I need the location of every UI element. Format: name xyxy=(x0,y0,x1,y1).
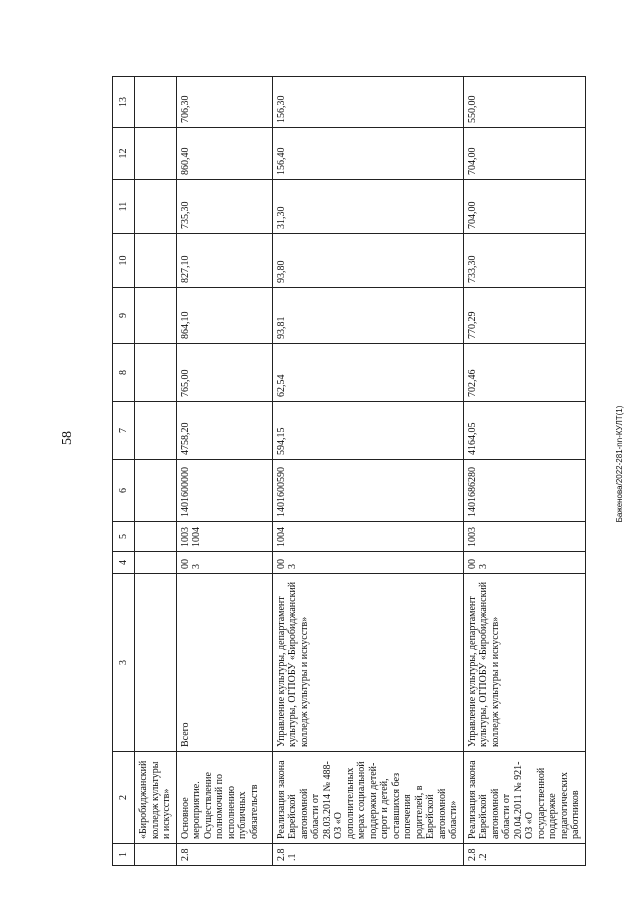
table-cell: 704,00 xyxy=(463,128,585,180)
table-cell: 2.8.2 xyxy=(463,844,585,866)
table-cell xyxy=(135,180,177,234)
table-cell: 704,00 xyxy=(463,180,585,234)
table-cell: Реализация закона Еврейской автономной области от 28.03.2014 № 488-ОЗ «О дополнительных мерах социальной поддержки детей-сирот и детей, оставшихся без попечения родителей, в Еврейской автономной области» xyxy=(272,752,463,844)
table-cell: 1003 1004 xyxy=(176,522,272,552)
table-cell: 860,40 xyxy=(176,128,272,180)
table-cell: 1401600000 xyxy=(176,460,272,522)
table-row xyxy=(176,77,272,866)
column-header: 11 xyxy=(113,180,135,234)
column-header: 3 xyxy=(113,574,135,752)
column-header: 10 xyxy=(113,234,135,288)
table-cell xyxy=(135,288,177,344)
table-row xyxy=(135,77,177,866)
table-row xyxy=(272,77,463,866)
table-cell xyxy=(135,844,177,866)
column-header: 1 xyxy=(113,844,135,866)
document-code: Баженова/2022-281-nn-КУЛТ(1) xyxy=(615,405,624,523)
table-cell: 864,10 xyxy=(176,288,272,344)
column-header: 13 xyxy=(113,77,135,128)
column-header: 6 xyxy=(113,460,135,522)
table-header-row xyxy=(113,77,135,866)
column-header: 4 xyxy=(113,552,135,574)
table-cell: Реализация закона Еврейской автономной области от 20.04.2011 № 921-ОЗ «О государственной поддержке педагогических работников xyxy=(463,752,585,844)
table-cell: 550,00 xyxy=(463,77,585,128)
table-cell: 594,15 xyxy=(272,402,463,460)
table-cell: Управление культуры, департамент культуры, ОГПОБУ «Биробиджанский колледж культуры и искусств» xyxy=(272,574,463,752)
column-header: 2 xyxy=(113,752,135,844)
table-cell xyxy=(135,522,177,552)
budget-table-wrapper xyxy=(112,77,581,866)
table-cell: 827,10 xyxy=(176,234,272,288)
table-cell: 003 xyxy=(463,552,585,574)
table-cell: 4164,05 xyxy=(463,402,585,460)
table-cell: 735,30 xyxy=(176,180,272,234)
table-cell xyxy=(135,460,177,522)
table-cell xyxy=(135,402,177,460)
table-cell: 156,40 xyxy=(272,128,463,180)
table-cell xyxy=(135,128,177,180)
table-cell: 765,00 xyxy=(176,344,272,402)
table-cell xyxy=(135,344,177,402)
table-cell: 770,29 xyxy=(463,288,585,344)
table-cell xyxy=(135,77,177,128)
table-cell: 733,30 xyxy=(463,234,585,288)
table-cell: 003 xyxy=(272,552,463,574)
table-cell: 1401686280 xyxy=(463,460,585,522)
table-cell: 702,46 xyxy=(463,344,585,402)
table-cell: 2.8 xyxy=(176,844,272,866)
table-cell: Основное мероприятие. Осуществление полномочий по исполнению публичных обязательств xyxy=(176,752,272,844)
table-cell xyxy=(135,574,177,752)
table-cell: Всего xyxy=(176,574,272,752)
table-cell: 1003 xyxy=(463,522,585,552)
table-cell: 4758,20 xyxy=(176,402,272,460)
table-cell: «Биробиджанский колледж культуры и искусств» xyxy=(135,752,177,844)
table-cell xyxy=(135,234,177,288)
column-header: 5 xyxy=(113,522,135,552)
column-header: 8 xyxy=(113,344,135,402)
table-cell: 706,30 xyxy=(176,77,272,128)
table-cell: 93,80 xyxy=(272,234,463,288)
table-cell: 31,30 xyxy=(272,180,463,234)
table-cell: 156,30 xyxy=(272,77,463,128)
column-header: 12 xyxy=(113,128,135,180)
table-cell: 2.8.1 xyxy=(272,844,463,866)
column-header: 9 xyxy=(113,288,135,344)
table-cell: 003 xyxy=(176,552,272,574)
table-row xyxy=(463,77,585,866)
page-number: 58 xyxy=(60,431,75,445)
table-cell: 93,81 xyxy=(272,288,463,344)
budget-table xyxy=(112,76,586,866)
table-cell: Управление культуры, департамент культуры, ОГПОБУ «Биробиджанский колледж культуры и искусств» xyxy=(463,574,585,752)
table-cell: 62,54 xyxy=(272,344,463,402)
table-cell: 1401600590 xyxy=(272,460,463,522)
table-cell xyxy=(135,552,177,574)
column-header: 7 xyxy=(113,402,135,460)
table-cell: 1004 xyxy=(272,522,463,552)
